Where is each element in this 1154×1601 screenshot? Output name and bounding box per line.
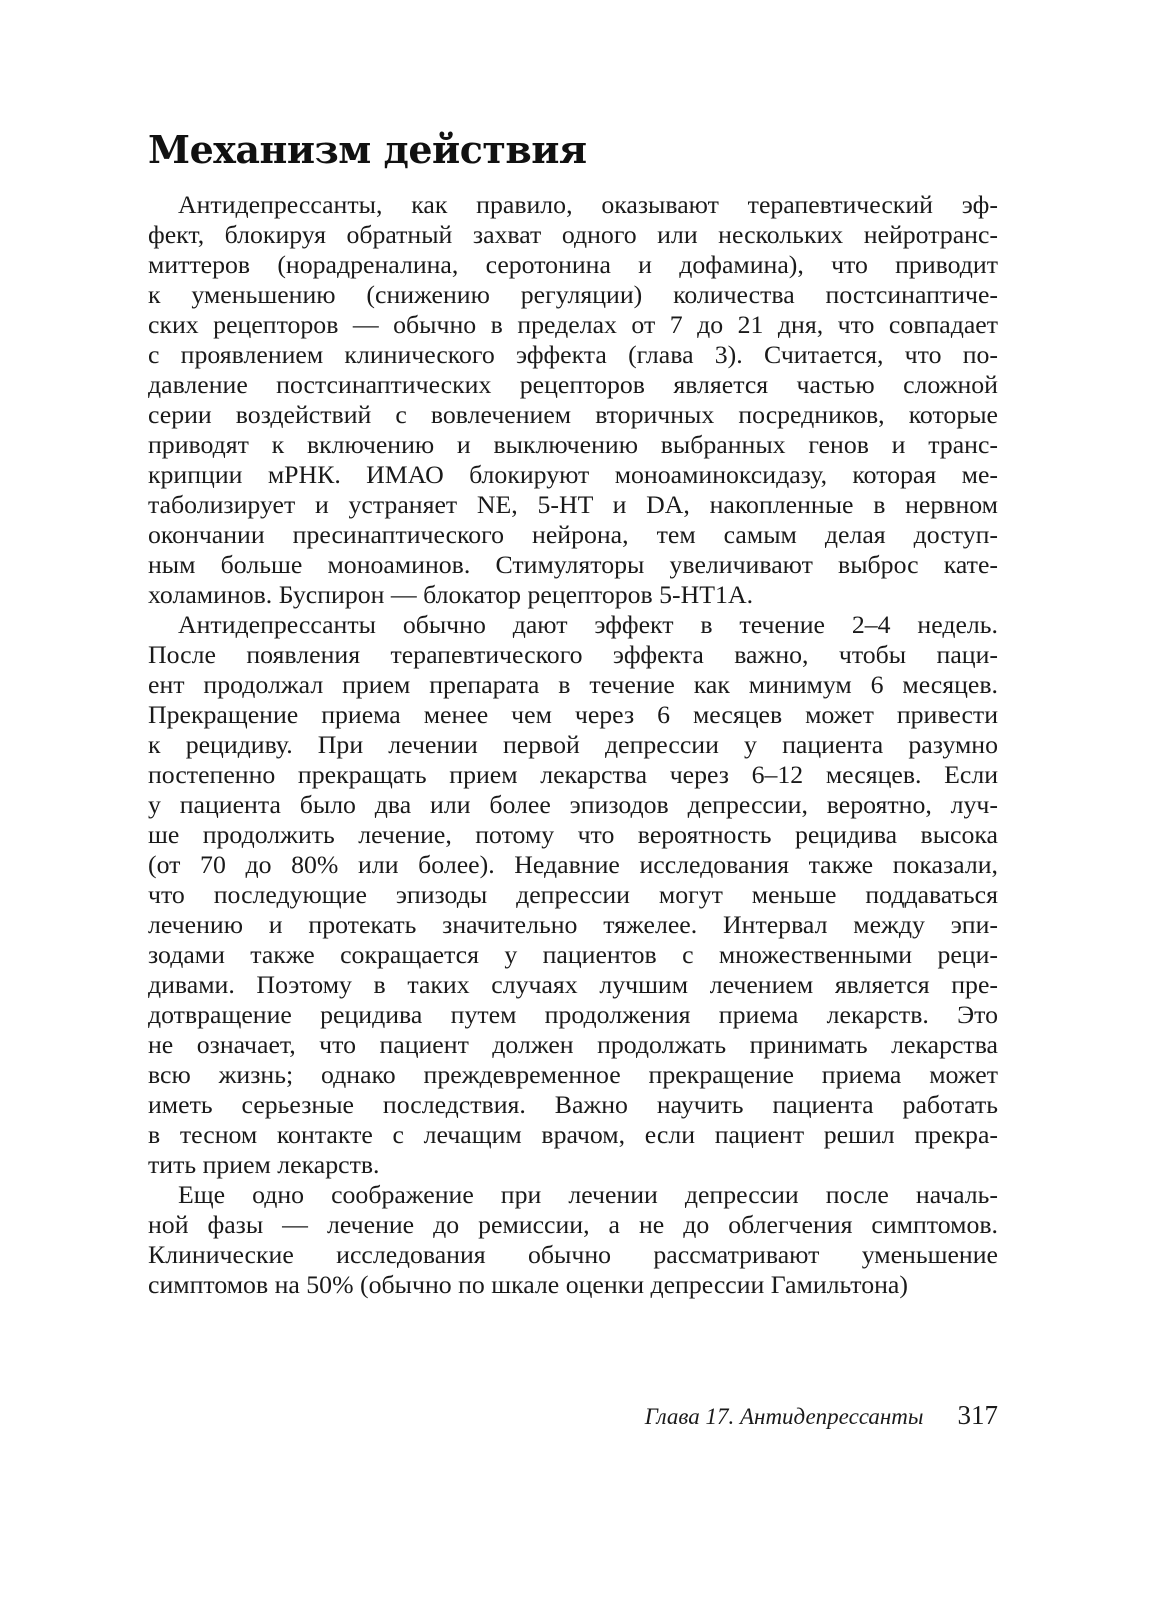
text-line: ент продолжал прием препарата в течение как минимум 6 месяцев. <box>148 670 998 699</box>
text-line: к уменьшению (снижению регуляции) количества постсинаптиче- <box>148 280 998 309</box>
text-line: к рецидиву. При лечении первой депрессии у пациента разумно <box>148 730 998 759</box>
text-line: Клинические исследования обычно рассматривают уменьшение <box>148 1240 998 1269</box>
text-line: дивами. Поэтому в таких случаях лучшим лечением является пре- <box>148 970 998 999</box>
page-footer <box>148 1400 998 1436</box>
text-line: в тесном контакте с лечащим врачом, если пациент решил прекра- <box>148 1120 998 1149</box>
text-line: ских рецепторов — обычно в пределах от 7 до 21 дня, что совпадает <box>148 310 998 339</box>
body-text <box>148 190 998 1300</box>
text-line: крипции мРНК. ИМАО блокируют моноаминоксидазу, которая ме- <box>148 460 998 489</box>
text-line: иметь серьезные последствия. Важно научить пациента работать <box>148 1090 998 1119</box>
text-line: Прекращение приема менее чем через 6 месяцев может привести <box>148 700 998 729</box>
text-line: дотвращение рецидива путем продолжения приема лекарств. Это <box>148 1000 998 1029</box>
running-title: Глава 17. Антидепрессанты <box>644 1404 924 1429</box>
text-line: ше продолжить лечение, потому что вероятность рецидива высока <box>148 820 998 849</box>
text-line: миттеров (норадреналина, серотонина и дофамина), что приводит <box>148 250 998 279</box>
text-line: таболизирует и устраняет NE, 5-HT и DA, накопленные в нервном <box>148 490 998 519</box>
page-number: 317 <box>957 1400 998 1430</box>
text-line: ной фазы — лечение до ремиссии, а не до облегчения симптомов. <box>148 1210 998 1239</box>
text-line: что последующие эпизоды депрессии могут меньше поддаваться <box>148 880 998 909</box>
text-line: зодами также сокращается у пациентов с множественными реци- <box>148 940 998 969</box>
text-line: у пациента было два или более эпизодов депрессии, вероятно, луч- <box>148 790 998 819</box>
paragraph <box>148 610 998 1180</box>
paragraph <box>148 1180 998 1300</box>
text-line: давление постсинаптических рецепторов является частью сложной <box>148 370 998 399</box>
text-line: (от 70 до 80% или более). Недавние исследования также показали, <box>148 850 998 879</box>
text-line: Антидепрессанты, как правило, оказывают терапевтический эф- <box>178 190 998 219</box>
text-line: приводят к включению и выключению выбранных генов и транс- <box>148 430 998 459</box>
text-line: с проявлением клинического эффекта (глава 3). Считается, что по- <box>148 340 998 369</box>
text-line: не означает, что пациент должен продолжать принимать лекарства <box>148 1030 998 1059</box>
text-line: Антидепрессанты обычно дают эффект в течение 2–4 недель. <box>178 610 998 639</box>
text-line: всю жизнь; однако преждевременное прекращение приема может <box>148 1060 998 1089</box>
text-line: холаминов. Буспирон — блокатор рецепторов 5-HT1A. <box>148 580 754 609</box>
paragraph <box>148 190 998 610</box>
text-line: ным больше моноаминов. Стимуляторы увеличивают выброс кате- <box>148 550 998 579</box>
text-line: окончании пресинаптического нейрона, тем самым делая доступ- <box>148 520 998 549</box>
text-line: После появления терапевтического эффекта важно, чтобы паци- <box>148 640 998 669</box>
text-line: симптомов на 50% (обычно по шкале оценки депрессии Гамильтона) <box>148 1270 908 1299</box>
text-line: Еще одно соображение при лечении депрессии после началь- <box>178 1180 998 1209</box>
section-heading: Механизм действия <box>148 127 587 172</box>
text-line: лечению и протекать значительно тяжелее. Интервал между эпи- <box>148 910 998 939</box>
text-line: фект, блокируя обратный захват одного или нескольких нейротранс- <box>148 220 998 249</box>
text-line: тить прием лекарств. <box>148 1150 380 1179</box>
text-line: серии воздействий с вовлечением вторичных посредников, которые <box>148 400 998 429</box>
text-line: постепенно прекращать прием лекарства через 6–12 месяцев. Если <box>148 760 998 789</box>
